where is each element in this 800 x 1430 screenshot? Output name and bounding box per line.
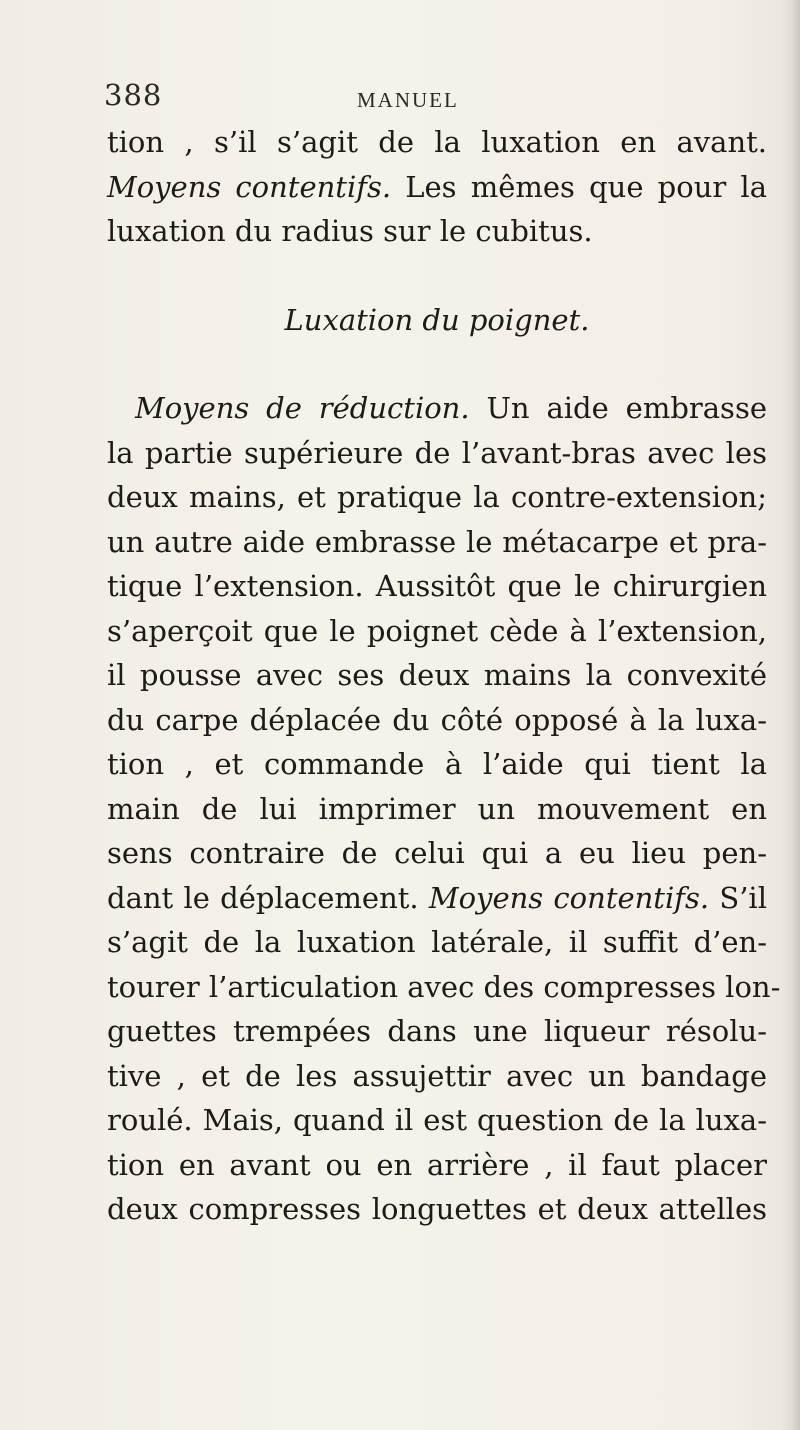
text-line: tourer l’articulation avec des compresses lon- bbox=[107, 969, 781, 1004]
page-edge-shadow bbox=[782, 0, 800, 1430]
spacer bbox=[107, 342, 767, 386]
page-number: 388 bbox=[104, 78, 163, 112]
text-line: tion , et commande à l’aide qui tient la bbox=[107, 747, 767, 781]
text-line: du carpe déplacée du côté opposé à la luxa- bbox=[107, 702, 767, 737]
italic-phrase: Moyens contentifs. bbox=[428, 880, 710, 915]
text-line: luxation du radius sur le cubitus. bbox=[107, 214, 593, 248]
text-run: dant le déplacement. bbox=[107, 880, 429, 915]
spacer bbox=[107, 254, 767, 298]
text-line: roulé. Mais, quand il est question de la luxa- bbox=[107, 1103, 767, 1137]
text-line: sens contraire de celui qui a eu lieu pen- bbox=[107, 836, 767, 870]
text-line bbox=[107, 386, 767, 431]
text-run: Un aide embrasse bbox=[469, 391, 767, 425]
text-line: la partie supérieure de l’avant-bras avec les bbox=[107, 435, 767, 470]
text-line: deux mains, et pratique la contre-extension; bbox=[107, 480, 767, 514]
text-line: un autre aide embrasse le métacarpe et pra- bbox=[107, 524, 767, 559]
text-run: Les mêmes que pour la bbox=[391, 169, 767, 204]
text-line: main de lui imprimer un mouvement en bbox=[107, 791, 767, 826]
text-line: s’aperçoit que le poignet cède à l’extension, bbox=[107, 613, 767, 648]
text-line: tive , et de les assujettir avec un bandage bbox=[107, 1058, 767, 1093]
text-line: tion , s’il s’agit de la luxation en avant. bbox=[107, 125, 767, 159]
text-line: guettes trempées dans une liqueur résolu- bbox=[107, 1014, 767, 1048]
text-line: il pousse avec ses deux mains la convexité bbox=[107, 658, 767, 692]
text-line: tion en avant ou en arrière , il faut placer bbox=[107, 1147, 767, 1182]
text-line: deux compresses longuettes et deux attelles bbox=[107, 1192, 767, 1226]
running-head: MANUEL bbox=[357, 88, 459, 112]
italic-phrase: Moyens contentifs. bbox=[107, 169, 392, 204]
text-line: s’agit de la luxation latérale, il suffit d’en- bbox=[107, 925, 767, 959]
italic-phrase: Moyens de réduction. bbox=[135, 391, 470, 425]
text-run: S’il bbox=[709, 880, 767, 915]
body-text bbox=[107, 120, 781, 1232]
text-line bbox=[107, 876, 767, 921]
text-line: tique l’extension. Aussitôt que le chirurgien bbox=[107, 569, 767, 603]
text-line bbox=[107, 165, 767, 210]
section-heading: Luxation du poignet. bbox=[284, 302, 590, 337]
